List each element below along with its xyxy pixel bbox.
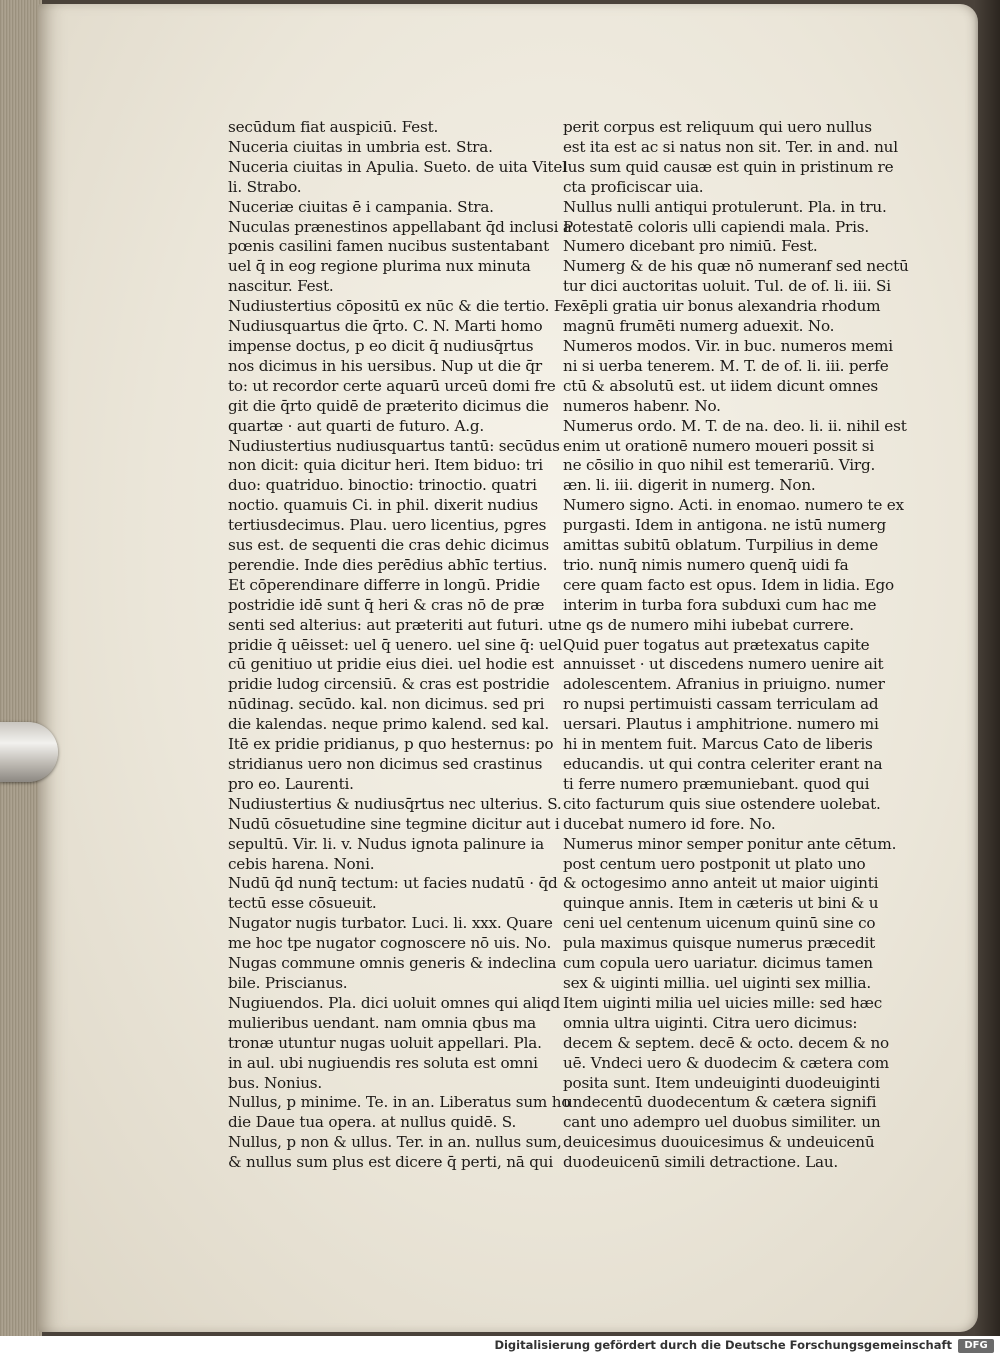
text-line: cū genitiuo ut pridie eius diei. uel hodie est	[228, 655, 554, 674]
text-line: bile. Priscianus.	[228, 973, 348, 992]
text-line: to: ut recordor certe aquarū urceū domi fre	[228, 376, 556, 395]
text-line: Nudiustertius cōpositū ex nūc & die tertio. F.	[228, 297, 567, 316]
text-line: educandis. ut qui contra celeriter erant na	[563, 755, 883, 773]
book-page-edges	[0, 0, 42, 1336]
text-line: Nudiusquartus die q̄rto. C. N. Marti homo	[228, 317, 543, 336]
text-line: omnia ultra uiginti. Citra uero dicimus:	[563, 1013, 858, 1032]
footer-credit: Digitalisierung gefördert durch die Deutsche Forschungsgemeinschaft	[494, 1338, 952, 1352]
text-line: Et cōperendinare differre in longū. Pridie	[228, 575, 540, 594]
text-line: senti sed alterius: aut præteriti aut futuri. ut	[228, 615, 564, 634]
text-line: Nudiustertius & nudiusq̄rtus nec ulterius. S.	[228, 794, 562, 813]
text-line: ctū & absolutū est. ut iidem dicunt omnes	[563, 376, 879, 395]
text-line: Nuceria ciuitas in umbria est. Stra.	[228, 137, 493, 156]
text-line: pula maximus quisque numerus præcedit	[563, 934, 876, 953]
text-line: Nullus nulli antiqui protulerunt. Pla. in tru.	[563, 197, 887, 216]
text-line: in aul. ubi nugiuendis res soluta est omni	[228, 1053, 538, 1072]
text-line: li. Strabo.	[228, 177, 302, 196]
text-line: duo: quatriduo. binoctio: trinoctio. quatri	[228, 476, 537, 495]
text-line: perendie. Inde dies perēdius abhīc tertius.	[228, 555, 548, 574]
text-line: pro eo. Laurenti.	[228, 774, 354, 793]
text-line: tectū esse cōsueuit.	[228, 894, 377, 913]
text-line: Nudū cōsuetudine sine tegmine dicitur aut i	[228, 814, 560, 833]
text-line: nos dicimus in his uersibus. Nup ut die q̄r	[228, 356, 542, 375]
text-line: posita sunt. Item undeuiginti duodeuiginti	[563, 1073, 880, 1092]
text-line: magnū frumēti numerg aduexit. No.	[563, 317, 835, 336]
page-gutter-shadow	[974, 0, 1000, 1336]
text-line: die kalendas. neque primo kalend. sed kal.	[228, 715, 549, 734]
text-line: Nudiustertius nudiusquartus tantū: secūdus	[228, 436, 560, 455]
right-text-column	[563, 118, 909, 1173]
text-line: tronæ utuntur nugas uoluit appellari. Pla.	[228, 1033, 542, 1052]
text-line: & octogesimo anno anteit ut maior uiginti	[563, 874, 879, 893]
text-line: amittas subitū oblatum. Turpilius in deme	[563, 536, 879, 555]
text-line: æn. li. iii. digerit in numerg. Non.	[563, 476, 816, 495]
text-line: uersari. Plautus i amphitrione. numero mi	[563, 715, 879, 734]
text-line: interim in turba fora subduxi cum hac me	[563, 595, 877, 614]
text-line: quinque annis. Item in cæteris ut bini & u	[563, 894, 879, 913]
text-line: Numerus ordo. M. T. de na. deo. li. ii. nihil est	[563, 416, 907, 435]
text-line: uel q̄ in eog regione plurima nux minuta	[228, 257, 531, 276]
text-line: annuisset · ut discedens numero uenire ait	[563, 655, 884, 674]
text-line: decem & septem. decē & octo. decem & no	[563, 1033, 889, 1052]
text-line: Itē ex pridie pridianus, p quo hesternus: po	[228, 735, 554, 754]
text-line: tertiusdecimus. Plau. uero licentius, pgres	[228, 516, 547, 535]
text-line: ni si uerba tenerem. M. T. de of. li. iii. perfe	[563, 356, 889, 375]
text-line: & nullus sum plus est dicere q̄ perti, nā qui	[228, 1153, 554, 1172]
text-line: secūdum fiat auspiciū. Fest.	[228, 118, 439, 136]
text-line: ne cōsilio in quo nihil est temerariū. Virg.	[563, 456, 876, 475]
text-line: cum copula uero uariatur. dicimus tamen	[563, 954, 873, 973]
text-line: exēpli gratia uir bonus alexandria rhodum	[563, 297, 881, 316]
text-line: impense doctus, p eo dicit q̄ nudiusq̄rtus	[228, 336, 534, 355]
text-line: tur dici auctoritas uoluit. Tul. de of. li. iii. Si	[563, 277, 891, 296]
text-line: cta proficiscar uia.	[563, 177, 704, 196]
text-line: ne qs de numero mihi iubebat currere.	[563, 615, 854, 634]
text-line: hi in mentem fuit. Marcus Cato de liberis	[563, 735, 873, 754]
text-line: trio. nunq̄ nimis numero quenq̄ uidi fa	[563, 555, 849, 574]
text-line: pridie q̄ uēisset: uel q̄ uenero. uel sine q̄: uel	[228, 635, 562, 654]
text-line: adolescentem. Afranius in priuigno. numer	[563, 675, 885, 694]
text-line: Nudū q̄d nunq̄ tectum: ut facies nudatū · q̄d	[228, 874, 558, 893]
text-line: stridianus uero non dicimus sed crastinus	[228, 755, 543, 773]
text-line: Quid puer togatus aut prætexatus capite	[563, 635, 870, 654]
text-line: me hoc tpe nugator cognoscere nō uis. No.	[228, 934, 552, 953]
text-line: Nullus, p non & ullus. Ter. in an. nullus sum,	[228, 1133, 562, 1152]
text-line: Item uiginti milia uel uicies mille: sed hæc	[563, 993, 883, 1012]
text-line: purgasti. Idem in antigona. ne istū numerg	[563, 516, 887, 535]
text-line: Numerus minor semper ponitur ante cētum.	[563, 834, 897, 853]
text-line: Nuceria ciuitas in Apulia. Sueto. de uita Vitel	[228, 157, 567, 176]
text-line: bus. Nonius.	[228, 1073, 323, 1092]
text-line: postridie idē sunt q̄ heri & cras nō de præ	[228, 595, 545, 614]
text-line: Nugas commune omnis generis & indeclina	[228, 954, 557, 973]
text-line: post centum uero postponit ut plato uno	[563, 854, 866, 873]
text-line: Nullus, p minime. Te. in an. Liberatus sum ho	[228, 1093, 571, 1112]
text-line: ti ferre numero præmuniebant. quod qui	[563, 774, 870, 793]
text-line: noctio. quamuis Ci. in phil. dixerit nudius	[228, 496, 538, 515]
text-line: lus sum quid causæ est quin in pristinum re	[563, 157, 894, 176]
text-line: Numeros modos. Vir. in buc. numeros memi	[563, 336, 893, 355]
text-line: nūdinag. secūdo. kal. non dicimus. sed pri	[228, 695, 545, 714]
text-line: pridie ludog circensiū. & cras est postridie	[228, 675, 550, 694]
text-line: undecentū duodecentum & cætera signifi	[563, 1093, 877, 1112]
text-line: die Daue tua opera. at nullus quidē. S.	[228, 1113, 517, 1132]
text-line: enim ut orationē numero moueri possit si	[563, 436, 875, 455]
text-line: perit corpus est reliquum qui uero nullus	[563, 118, 872, 136]
text-line: deuicesimus duouicesimus & undeuicenū	[563, 1133, 875, 1152]
left-text-column	[228, 118, 572, 1173]
text-line: ducebat numero id fore. No.	[563, 814, 776, 833]
text-line: Nugiuendos. Pla. dici uoluit omnes qui aliqd	[228, 993, 560, 1012]
text-line: numeros habenr. No.	[563, 396, 721, 415]
text-line: Potestatē coloris ulli capiendi mala. Pris.	[563, 217, 869, 236]
text-line: quartæ · aut quarti de futuro. A.g.	[228, 416, 485, 435]
text-line: cebis harena. Noni.	[228, 854, 375, 873]
text-line: Nugator nugis turbator. Luci. li. xxx. Quare	[228, 914, 553, 933]
text-line: non dicit: quia dicitur heri. Item biduo: tri	[228, 456, 543, 475]
text-line: git die q̄rto quidē de præterito dicimus die	[228, 396, 549, 415]
text-line: Numerg & de his quæ nō numeranf sed nectū	[563, 257, 909, 276]
footer-bar	[0, 1336, 1000, 1356]
text-line: ceni uel centenum uicenum quinū sine co	[563, 914, 876, 933]
text-line: cant uno adempro uel duobus similiter. un	[563, 1113, 881, 1132]
text-line: cere quam facto est opus. Idem in lidia. Ego	[563, 575, 894, 594]
text-line: Nuceriæ ciuitas ē i campania. Stra.	[228, 197, 494, 216]
text-line: nascitur. Fest.	[228, 277, 334, 296]
text-line: est ita est ac si natus non sit. Ter. in and. nul	[563, 137, 898, 156]
text-line: sus est. de sequenti die cras dehic dicimus	[228, 536, 549, 555]
book-clip-icon	[0, 722, 58, 782]
dfg-logo: DFG	[958, 1339, 994, 1353]
text-line: mulieribus uendant. nam omnia qbus ma	[228, 1013, 537, 1032]
text-line: sex & uiginti millia. uel uiginti sex millia.	[563, 973, 871, 992]
text-line: cito facturum quis siue ostendere uolebat.	[563, 794, 881, 813]
text-line: Numero dicebant pro nimiū. Fest.	[563, 237, 818, 256]
text-line: pœnis casilini famen nucibus sustentabant	[228, 237, 549, 256]
text-line: duodeuicenū simili detractione. Lau.	[563, 1153, 839, 1172]
text-line: Nuculas prænestinos appellabant q̄d inclusi a	[228, 217, 572, 236]
text-line: sepultū. Vir. li. v. Nudus ignota palinure ia	[228, 834, 545, 853]
text-line: ro nupsi pertimuisti cassam terriculam ad	[563, 695, 879, 714]
text-line: Numero signo. Acti. in enomao. numero te ex	[563, 496, 904, 515]
text-line: uē. Vndeci uero & duodecim & cætera com	[563, 1053, 889, 1072]
